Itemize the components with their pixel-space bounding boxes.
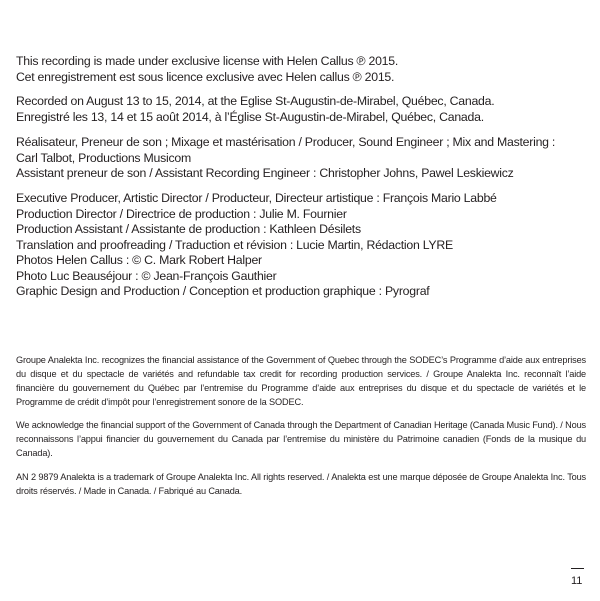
engineering-line-producer-name: Carl Talbot, Productions Musicom	[16, 150, 191, 165]
engineering-line-producer: Réalisateur, Preneur de son ; Mixage et mastérisation / Producer, Sound Engineer ; Mix and Mastering :	[16, 135, 556, 149]
credit-line-photos-helen: Photos Helen Callus : © C. Mark Robert Halper	[16, 253, 262, 267]
page-number: 11	[571, 575, 583, 587]
license-line-en: This recording is made under exclusive license with Helen Callus ℗ 2015.	[16, 54, 399, 68]
license-line-fr: Cet enregistrement est sous licence exclusive avec Helen callus ℗ 2015.	[16, 69, 395, 84]
credit-line-translation: Translation and proofreading / Traduction et révision : Lucie Martin, Rédaction LYRE	[16, 237, 453, 252]
credit-line-executive-producer: Executive Producer, Artistic Director / Producteur, Directeur artistique : François Mario Labbé	[16, 191, 497, 205]
notice-sodec-text: Groupe Analekta Inc. recognizes the financial assistance of the Government of Quebec through the SODEC’s Programme d’aide aux entreprises du disque et du spectacle de variétés and refundable tax credit for recording production services. / Groupe Analekta Inc. reconnaît l’aide financière du gouvernement du Québec par l’entremise du Programme d’aide aux entreprises du disque et du spectacle de variétés et le Programme de crédit d’impôt pour l’enregistrement sonore de la SODEC.	[16, 355, 586, 407]
recording-line-en: Recorded on August 13 to 15, 2014, at the Eglise St-Augustin-de-Mirabel, Québec, Canada.	[16, 94, 495, 108]
notice-trademark	[16, 470, 586, 498]
recording-block	[16, 94, 586, 125]
engineering-line-assistant: Assistant preneur de son / Assistant Recording Engineer : Christopher Johns, Pawel Leskiewicz	[16, 166, 514, 180]
page-number-rule	[571, 568, 584, 569]
engineering-block	[16, 135, 586, 182]
credit-line-graphic-design: Graphic Design and Production / Conception et production graphique : Pyrograf	[16, 284, 430, 298]
credits-block	[16, 191, 586, 300]
recording-line-fr: Enregistré les 13, 14 et 15 août 2014, à l’Église St-Augustin-de-Mirabel, Québec, Canada.	[16, 109, 484, 124]
license-block	[16, 54, 586, 85]
credit-line-production-assistant: Production Assistant / Assistante de production : Kathleen Désilets	[16, 222, 361, 236]
notice-trademark-text: AN 2 9879 Analekta is a trademark of Groupe Analekta Inc. All rights reserved. / Analekta est une marque déposée de Groupe Analekta Inc. Tous droits réservés. / Made in Canada. / Fabriqué au Canada.	[16, 472, 586, 496]
credit-line-production-director: Production Director / Directrice de production : Julie M. Fournier	[16, 206, 347, 221]
credit-line-photo-luc: Photo Luc Beauséjour : © Jean-François Gauthier	[16, 268, 277, 283]
notice-sodec	[16, 353, 586, 409]
booklet-page	[16, 0, 586, 601]
notice-canada	[16, 418, 586, 460]
notice-canada-text: We acknowledge the financial support of the Government of Canada through the Department of Canadian Heritage (Canada Music Fund). / Nous reconnaissons l’appui financier du gouvernement du Canada par l’entremise du ministère du Patrimoine canadien (Fonds de la musique du Canada).	[16, 420, 586, 458]
